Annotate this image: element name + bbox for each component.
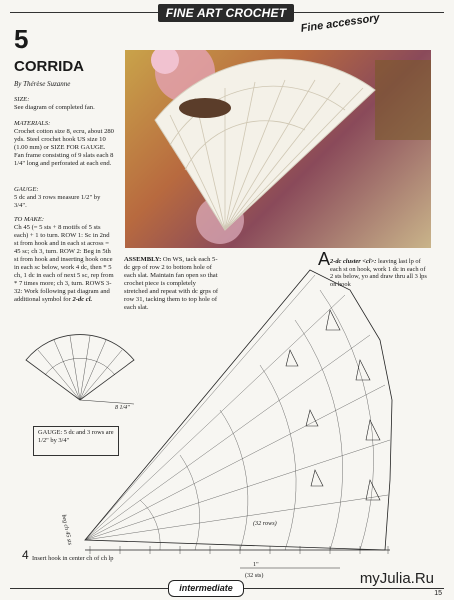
tomake-heading: TO MAKE:: [14, 216, 45, 223]
insert-note: [22, 548, 114, 562]
page-number: 15: [434, 590, 442, 597]
pattern-number: 5: [14, 24, 29, 54]
insert-text: Insert hook in center ch of ch lp: [32, 555, 114, 562]
size-heading: SIZE:: [14, 96, 30, 103]
insert-number: 4: [22, 548, 29, 562]
assembly-heading: ASSEMBLY:: [124, 256, 162, 263]
watermark: myJulia.Ru: [359, 570, 434, 587]
materials-heading: MATERIALS:: [14, 120, 51, 127]
rows-label: (32 rows): [253, 520, 277, 527]
gauge-box: GAUGE: 5 dc and 3 rows are 1/2" by 3/4": [33, 426, 119, 456]
tomake-symbol: 2-dc cl.: [72, 296, 93, 303]
fan-photo-art: [125, 50, 431, 248]
crochet-chart: [40, 250, 440, 585]
size-text: See diagram of completed fan.: [14, 104, 95, 111]
tomake-text: Ch 45 (= 5 sts + 8 motifs of 5 sts each) + 1 to turn. ROW 1: Sc in 2nd st from hook and in each st across = 45 sc; ch 3, turn. ROW 2: Beg in 5th st from hook and inserting hook once in each sc below, work 4 dc, then * 5 ch, 1 dc in each of next 5 sc, rep from * 7 times more; ch 3, turn. ROWS 3-32: Work following pat diagram and additional symbol for: [14, 224, 114, 303]
skill-level-badge: intermediate: [168, 580, 244, 597]
section-title: FINE ART CROCHET: [158, 4, 294, 22]
gauge-text: 5 dc and 3 rows measure 1/2" by 3/4".: [14, 194, 101, 209]
materials-section: [14, 120, 114, 168]
cluster-text: leaving last lp of each st on hook, work 1 dc in each of 2 sts below, yo and draw thru all 3 lps on hook: [330, 258, 427, 288]
gauge-section: [14, 186, 114, 210]
stitches-label: (32 sts): [245, 572, 264, 579]
size-section: [14, 96, 114, 112]
designer: By Thérèse Suzanne: [14, 80, 71, 88]
cluster-symbol: A: [318, 249, 331, 269]
fan-photo: [125, 50, 431, 248]
cluster-title: 2-dc cluster <cl>:: [330, 258, 377, 265]
pattern-name: CORRIDA: [14, 58, 84, 75]
gauge-heading: GAUGE:: [14, 186, 39, 193]
assembly-text: On WS, tack each 5-dc grp of row 2 to bottom hole of each slat. Maintain fan open so that crochet piece is completely stretched and repeat with dc grps of row 31, tacking them to top hole of each slat.: [124, 256, 219, 311]
small-fan-size: 8 1/4": [115, 405, 130, 411]
inch-label: 1": [253, 561, 259, 568]
beginning-chain-label: beg ch 45 sts: [60, 514, 73, 546]
materials-text: Crochet cotton size 8, ecru, about 280 yds. Steel crochet hook US size 10 (1.00 mm) or SIZE FOR GAUGE. Fan frame consisting of 9 slats each 8 1/4" long and perforated at each end.: [14, 128, 114, 167]
section-subtitle: Fine accessory: [300, 11, 381, 35]
